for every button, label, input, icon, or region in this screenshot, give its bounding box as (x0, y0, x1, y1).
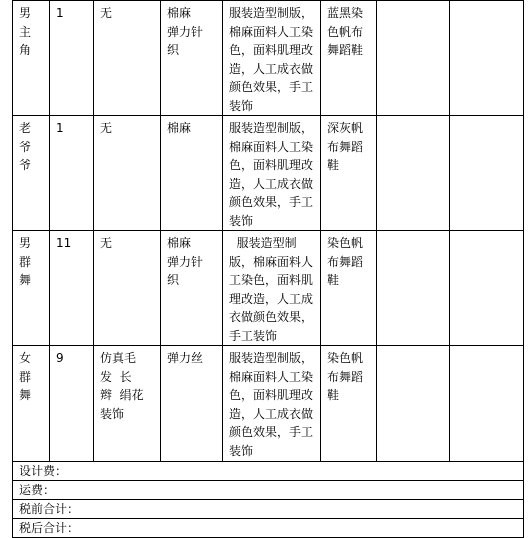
headwear-cell: 无 (94, 1, 161, 116)
empty-cell (377, 231, 450, 346)
process-cell: 服装造型制版，棉麻面料人工染色，面料肌理改造，人工成衣做颜色效果，手工装饰 (223, 231, 321, 346)
role-cell: 男 群 舞 (13, 231, 50, 346)
headwear-cell: 无 (94, 231, 161, 346)
process-cell: 服装造型制版，棉麻面料人工染色，面料肌理改造，人工成衣做颜色效果，手工装饰 (223, 116, 321, 231)
quantity-cell: 1 (50, 116, 94, 231)
shoes-cell: 染色帆布舞蹈鞋 (321, 346, 377, 462)
shipping-fee-label: 运费： (13, 481, 524, 500)
fabric-cell: 棉麻 (161, 116, 223, 231)
table-row (13, 116, 524, 231)
shoes-cell: 染色帆布舞蹈鞋 (321, 231, 377, 346)
table-row (13, 231, 524, 346)
empty-cell (377, 346, 450, 462)
design-fee-label: 设计费： (13, 462, 524, 481)
fabric-cell: 弹力丝 (161, 346, 223, 462)
role-cell: 老 爷 爷 (13, 116, 50, 231)
empty-cell (450, 1, 524, 116)
shoes-cell: 蓝黑染色帆布舞蹈鞋 (321, 1, 377, 116)
role-cell: 女 群 舞 (13, 346, 50, 462)
empty-cell (450, 346, 524, 462)
table-row (13, 346, 524, 462)
empty-cell (450, 116, 524, 231)
empty-cell (450, 231, 524, 346)
costume-quote-table (12, 0, 524, 538)
fabric-cell: 棉麻 弹力针 织 (161, 231, 223, 346)
pretax-total-label: 税前合计： (13, 500, 524, 519)
footer-row (13, 519, 524, 538)
quantity-cell: 11 (50, 231, 94, 346)
headwear-cell: 仿真毛 发 长 辫 绢花 装饰 (94, 346, 161, 462)
aftertax-total-label: 税后合计： (13, 519, 524, 538)
process-cell: 服装造型制版，棉麻面料人工染色，面料肌理改造，人工成衣做颜色效果，手工装饰 (223, 346, 321, 462)
empty-cell (377, 1, 450, 116)
role-cell: 男 主 角 (13, 1, 50, 116)
footer-row (13, 481, 524, 500)
quantity-cell: 9 (50, 346, 94, 462)
footer-row (13, 500, 524, 519)
shoes-cell: 深灰帆布舞蹈鞋 (321, 116, 377, 231)
footer-row (13, 462, 524, 481)
quantity-cell: 1 (50, 1, 94, 116)
headwear-cell: 无 (94, 116, 161, 231)
empty-cell (377, 116, 450, 231)
table-row (13, 1, 524, 116)
process-cell: 服装造型制版，棉麻面料人工染色，面料肌理改造，人工成衣做颜色效果，手工装饰 (223, 1, 321, 116)
fabric-cell: 棉麻 弹力针 织 (161, 1, 223, 116)
